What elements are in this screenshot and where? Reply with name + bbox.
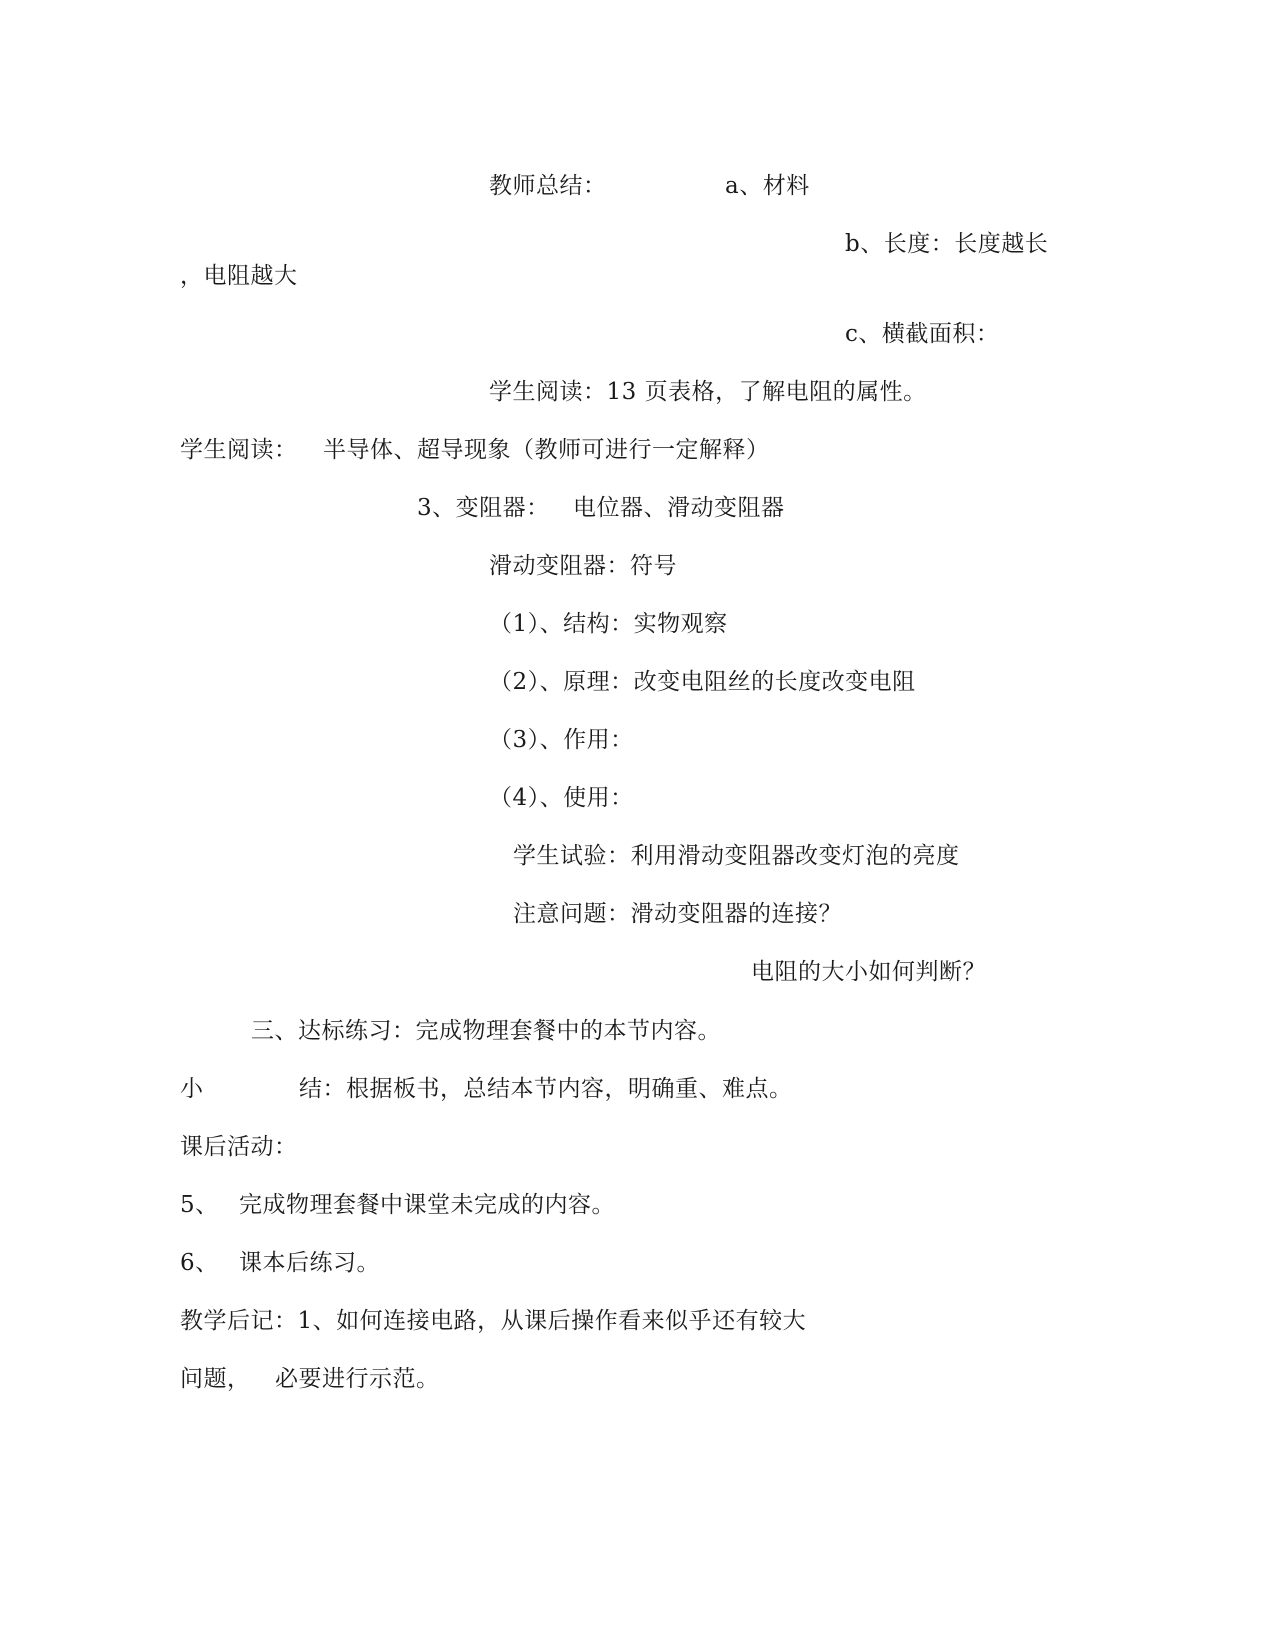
resistance-judge-question: 电阻的大小如何判断？ (751, 959, 986, 985)
semiconductor-text: 半导体、超导现象（教师可进行一定解释） (323, 437, 770, 463)
student-experiment: 学生试验：利用滑动变阻器改变灯泡的亮度 (513, 843, 960, 869)
task-number-5: 5、 (180, 1192, 219, 1218)
task-number-6: 6、 (180, 1250, 219, 1276)
attention-note: 注意问题：滑动变阻器的连接？ (513, 901, 842, 927)
rheostat-symbol: 滑动变阻器：符号 (489, 553, 677, 579)
teaching-notes: 教学后记：1、如何连接电路，从课后操作看来似乎还有较大 (180, 1308, 807, 1334)
teaching-notes-demo: 必要进行示范。 (275, 1366, 440, 1392)
factor-length: b、长度：长度越长 (845, 231, 1049, 257)
teaching-notes-problem: 问题， (180, 1366, 251, 1392)
factor-cross-section: c、横截面积： (845, 321, 1000, 347)
task-5-text: 完成物理套餐中课堂未完成的内容。 (239, 1192, 615, 1218)
list-item-structure: （1）、结构：实物观察 (489, 611, 728, 637)
summary-text: 结：根据板书，总结本节内容，明确重、难点。 (299, 1076, 793, 1102)
rheostat-heading: 3、变阻器： (417, 495, 550, 521)
factor-material: a、材料 (725, 173, 810, 199)
student-reading-label: 学生阅读： (180, 437, 298, 463)
summary-label-start: 小 (180, 1076, 204, 1102)
after-class-heading: 课后活动： (180, 1134, 298, 1160)
practice-section: 三、达标练习：完成物理套餐中的本节内容。 (251, 1018, 721, 1044)
task-6-text: 课本后练习。 (239, 1250, 380, 1276)
list-item-function: （3）、作用： (489, 727, 634, 753)
list-item-usage: （4）、使用： (489, 785, 634, 811)
rheostat-types: 电位器、滑动变阻器 (573, 495, 785, 521)
factor-length-continued: ，电阻越大 (180, 263, 298, 289)
student-reading-table: 学生阅读：13 页表格，了解电阻的属性。 (489, 379, 927, 405)
teacher-summary-label: 教师总结： (489, 173, 607, 199)
list-item-principle: （2）、原理：改变电阻丝的长度改变电阻 (489, 669, 916, 695)
